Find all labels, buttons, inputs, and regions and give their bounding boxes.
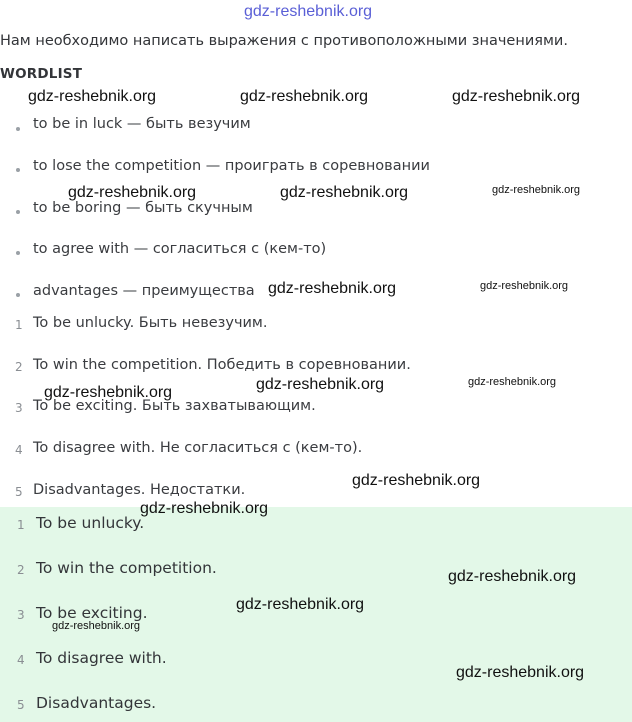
list-item: to lose the competition — проиграть в соревновании (33, 158, 430, 174)
bullet-icon (16, 168, 20, 172)
answer-item: To be unlucky. (36, 514, 145, 532)
watermark: gdz-reshebnik.org (456, 664, 585, 681)
list-item: To be exciting. Быть захватывающим. (33, 398, 316, 414)
list-item: to agree with — согласиться с (кем-то) (33, 241, 327, 257)
bullet-icon (16, 251, 20, 255)
watermark: gdz-reshebnik.org (448, 568, 577, 585)
list-item: Disadvantages. Недостатки. (33, 482, 246, 498)
answer-item: To disagree with. (36, 649, 167, 667)
item-number: 4 (15, 443, 23, 457)
list-item: To disagree with. Не согласиться с (кем-то). (33, 440, 363, 456)
watermark: gdz-reshebnik.org (44, 384, 173, 401)
bullet-icon (16, 127, 20, 131)
list-item: advantages — преимущества (33, 283, 255, 299)
list-item: To win the competition. Победить в соревновании. (33, 357, 411, 373)
watermark: gdz-reshebnik.org (240, 88, 369, 105)
item-number: 5 (17, 698, 25, 712)
bullet-icon (16, 293, 20, 297)
watermark: gdz-reshebnik.org (256, 376, 385, 393)
watermark: gdz-reshebnik.org (236, 596, 365, 613)
item-number: 1 (17, 518, 25, 532)
item-number: 2 (15, 360, 23, 374)
watermark: gdz-reshebnik.org (492, 184, 581, 196)
watermark: gdz-reshebnik.org (352, 472, 481, 489)
intro-text: Нам необходимо написать выражения с противоположными значениями. (0, 33, 568, 49)
bullet-icon (16, 210, 20, 214)
item-number: 4 (17, 653, 25, 667)
watermark: gdz-reshebnik.org (268, 280, 397, 297)
watermark: gdz-reshebnik.org (480, 280, 569, 292)
watermark: gdz-reshebnik.org (28, 88, 157, 105)
item-number: 3 (17, 608, 25, 622)
wordlist-heading: WORDLIST (0, 66, 83, 82)
item-number: 2 (17, 563, 25, 577)
answer-item: To be exciting. (36, 604, 148, 622)
item-number: 5 (15, 485, 23, 499)
item-number: 3 (15, 401, 23, 415)
list-item: to be boring — быть скучным (33, 200, 253, 216)
answer-item: Disadvantages. (36, 694, 157, 712)
watermark: gdz-reshebnik.org (68, 184, 197, 201)
watermark-top: gdz-reshebnik.org (244, 3, 373, 20)
watermark: gdz-reshebnik.org (140, 500, 269, 517)
watermark: gdz-reshebnik.org (52, 620, 141, 632)
item-number: 1 (15, 318, 23, 332)
watermark: gdz-reshebnik.org (452, 88, 581, 105)
list-item: To be unlucky. Быть невезучим. (33, 315, 268, 331)
watermark: gdz-reshebnik.org (280, 184, 409, 201)
list-item: to be in luck — быть везучим (33, 116, 251, 132)
answer-item: To win the competition. (36, 559, 217, 577)
watermark: gdz-reshebnik.org (468, 376, 557, 388)
